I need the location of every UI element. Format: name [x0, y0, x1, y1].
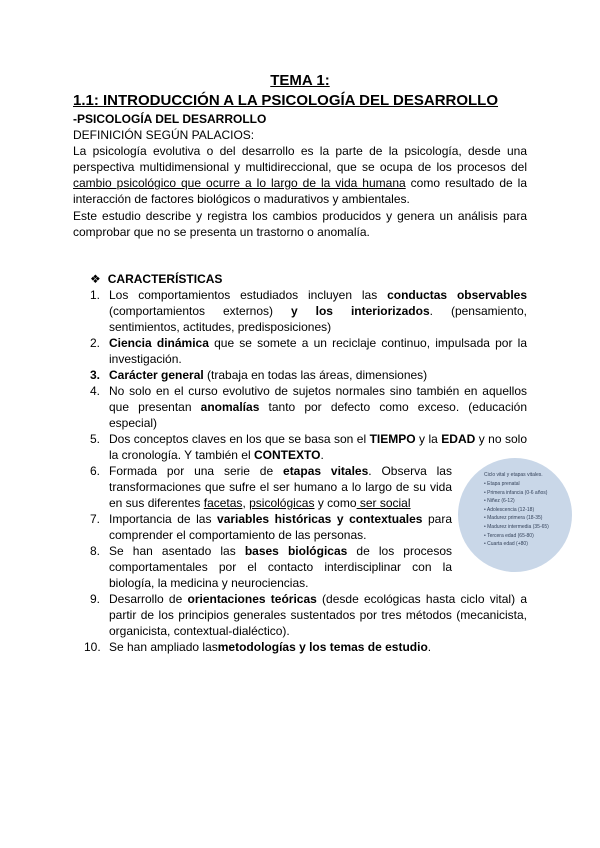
- subsection-heading: -PSICOLOGÍA DEL DESARROLLO: [73, 112, 267, 126]
- circle-list: [484, 480, 549, 549]
- document-title: TEMA 1:: [270, 72, 330, 89]
- circle-title: Ciclo vital y etapas vitales.: [484, 472, 543, 478]
- circle-list-item: • Cuarta edad (+80): [484, 541, 528, 548]
- list-item: 8. Se han asentado las bases biológicas de los procesos comportamentales por el contacto interdisciplinar con la biología, la medicina y neurociencias.: [90, 544, 452, 590]
- definition-label: DEFINICIÓN SEGÚN PALACIOS:: [73, 128, 255, 142]
- study-paragraph: Este estudio describe y registra los cambios producidos y genera un análisis para comprobar que no se presenta un trastorno o anomalía.: [73, 209, 527, 239]
- list-item: 1. Los comportamientos estudiados incluyen las conductas observables (comportamientos externos) y los interiorizados. (pensamiento, sentimientos, actitudes, predisposiciones): [90, 288, 527, 334]
- diamond-bullet-icon: ❖: [90, 272, 101, 286]
- underlined-phrase: cambio psicológico que ocurre a lo largo de la vida humana: [73, 176, 406, 190]
- circle-list-item: • Madurez primera (18-35): [484, 515, 543, 522]
- characteristics-heading: ❖ CARACTERÍSTICAS: [90, 272, 223, 286]
- list-item: 5. Dos conceptos claves en los que se basa son el TIEMPO y la EDAD y no solo la cronología. Y también el CONTEXTO.: [90, 432, 527, 462]
- list-item: 3. Carácter general (trabaja en todas las áreas, dimensiones): [90, 368, 428, 382]
- circle-list-item: • Primera infancia (0-6 años): [484, 489, 548, 496]
- circle-list-item: • Niñez (6-12): [484, 498, 515, 505]
- definition-paragraph: La psicología evolutiva o del desarrollo es la parte de la psicología, desde una perspectiva multidimensional y multidireccional, que se ocupa de los procesos del cambio psicológico que ocurre a lo largo de la vida humana como resultado de la interacción de factores biológicos o madurativos y ambientales.: [73, 144, 527, 206]
- list-item: 7. Importancia de las variables históricas y contextuales para comprender el comportamiento de las personas.: [90, 512, 453, 542]
- circle-list-item: • Etapa prenatal: [484, 481, 520, 487]
- section-subtitle: 1.1: INTRODUCCIÓN A LA PSICOLOGÍA DEL DESARROLLO: [73, 92, 499, 109]
- list-item: 6. Formada por una serie de etapas vitales. Observa las transformaciones que sufre el ser humano a lo largo de su vida en sus diferentes facetas, psicológicas y como ser social: [90, 464, 452, 510]
- list-item: 10. Se han ampliado lasmetodologías y los temas de estudio.: [84, 640, 432, 654]
- list-item: 2. Ciencia dinámica que se somete a un reciclaje continuo, impulsada por la investigación.: [90, 336, 527, 366]
- circle-list-item: • Madurez intermedia (35-65): [484, 523, 549, 530]
- circle-list-item: • Adolescencia (12-18): [484, 506, 535, 513]
- list-item: 4. No solo en el curso evolutivo de sujetos normales sino también en aquellos que presentan anomalías tanto por defecto como exceso. (educación especial): [90, 384, 527, 430]
- circle-list-item: • Tercera edad (65-80): [484, 532, 534, 539]
- list-item: 9. Desarrollo de orientaciones teóricas (desde ecológicas hasta ciclo vital) a partir de los principios generales sustentados por tres métodos (mecanicista, organicista, contextual-dialéctico).: [90, 592, 527, 638]
